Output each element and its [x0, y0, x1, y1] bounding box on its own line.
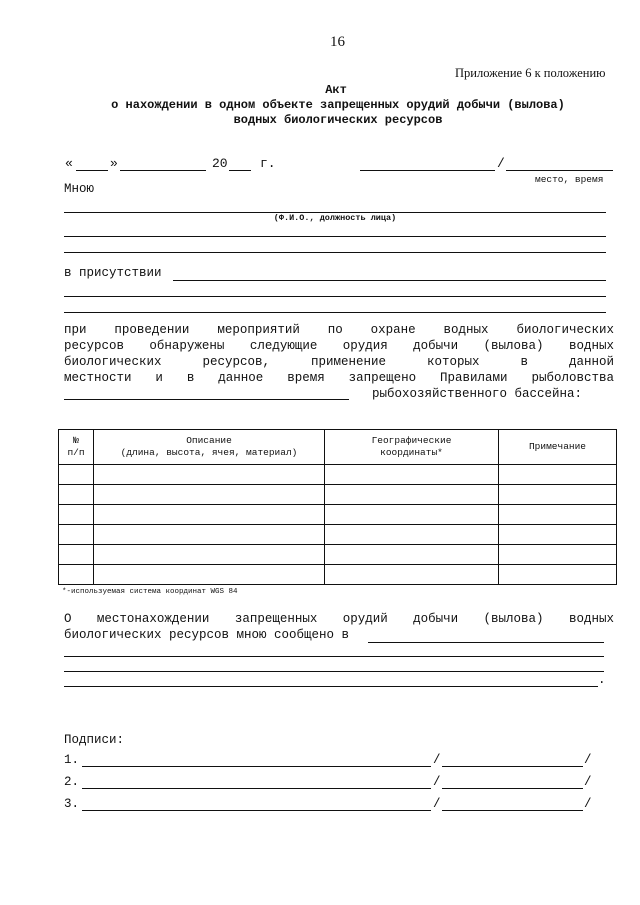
table-footnote: *-используемая система координат WGS 84 — [62, 588, 238, 596]
word: ресурсов, — [202, 355, 271, 369]
word: запрещено — [348, 371, 417, 385]
table-header-row — [59, 430, 617, 465]
word: местонахождении — [96, 612, 210, 626]
presence-line-2[interactable] — [64, 296, 606, 297]
body-line-2 — [64, 339, 614, 353]
reported-end-dot: . — [598, 673, 606, 687]
day-field[interactable] — [76, 170, 108, 171]
body-line-3 — [64, 355, 614, 369]
year-suffix: г. — [260, 156, 276, 171]
act-title: Акт — [325, 83, 347, 97]
word: данное — [218, 371, 264, 385]
date-open-quote: « — [65, 156, 73, 171]
signature-name-field[interactable] — [82, 766, 431, 767]
presence-field[interactable] — [173, 280, 606, 281]
word: водных — [568, 612, 614, 626]
by-me-label: Мною — [64, 182, 95, 196]
act-subtitle-line-1: о нахождении в одном объекте запрещенных орудий добычи (вылова) — [111, 98, 565, 112]
word: биологических — [64, 355, 162, 369]
word: местности — [64, 371, 132, 385]
word: охране — [370, 323, 416, 337]
table-row — [59, 465, 617, 485]
header-note: Примечание — [499, 430, 617, 465]
table-row — [59, 505, 617, 525]
signature-sign-field[interactable] — [442, 766, 583, 767]
header-number: № п/п — [59, 430, 94, 465]
word: орудий — [342, 612, 388, 626]
word: ресурсов — [64, 339, 125, 353]
table-row — [59, 485, 617, 505]
word: добычи — [413, 612, 459, 626]
table-row — [59, 545, 617, 565]
month-field[interactable] — [120, 170, 206, 171]
signatures-label: Подписи: — [64, 733, 125, 747]
word: мероприятий — [217, 323, 300, 337]
word: которых — [426, 355, 480, 369]
word: в — [186, 371, 195, 385]
signature-index: 2. — [64, 775, 80, 789]
word: время — [287, 371, 325, 385]
signature-slash: / — [433, 753, 441, 767]
word: (вылова) — [483, 612, 544, 626]
header-coordinates: Географические координаты* — [325, 430, 499, 465]
body-line-5-end: рыбохозяйственного бассейна: — [372, 387, 583, 401]
signature-slash: / — [433, 775, 441, 789]
signature-slash-end: / — [584, 753, 592, 767]
word: следующие — [249, 339, 318, 353]
reported-line-3[interactable] — [64, 671, 604, 672]
word: данной — [568, 355, 614, 369]
act-subtitle-line-2: водных биологических ресурсов — [233, 113, 443, 127]
signature-slash-end: / — [584, 775, 592, 789]
table-row — [59, 565, 617, 585]
inspector-line-2[interactable] — [64, 236, 606, 237]
appendix-reference: Приложение 6 к положению — [455, 66, 606, 80]
reported-line-2[interactable] — [64, 656, 604, 657]
word: орудия — [342, 339, 388, 353]
year-prefix: 20 — [212, 156, 228, 171]
signature-name-field[interactable] — [82, 810, 431, 811]
page-number: 16 — [330, 34, 345, 50]
reported-to-field[interactable] — [368, 642, 604, 643]
signature-index: 3. — [64, 797, 80, 811]
location-line-2: биологических ресурсов мною сообщено в — [64, 628, 350, 642]
time-field[interactable] — [506, 170, 613, 171]
word: водных — [443, 323, 489, 337]
body-line-4 — [64, 371, 614, 385]
date-close-quote: » — [110, 156, 118, 171]
inspector-line-3[interactable] — [64, 252, 606, 253]
presence-line-3[interactable] — [64, 312, 606, 313]
word: в — [520, 355, 528, 369]
body-line-1 — [64, 323, 614, 337]
place-time-slash: / — [497, 156, 505, 171]
fio-caption: (Ф.И.О., должность лица) — [273, 213, 397, 223]
year-field[interactable] — [229, 170, 251, 171]
in-presence-label: в присутствии — [64, 266, 162, 280]
place-field[interactable] — [360, 170, 495, 171]
word: по — [327, 323, 343, 337]
signature-sign-field[interactable] — [442, 810, 583, 811]
word: (вылова) — [483, 339, 544, 353]
word: применение — [310, 355, 386, 369]
signature-slash-end: / — [584, 797, 592, 811]
header-description: Описание (длина, высота, ячея, материал) — [94, 430, 325, 465]
word: О — [64, 612, 72, 626]
word: обнаружены — [149, 339, 225, 353]
place-time-caption: место, время — [535, 174, 604, 185]
word: и — [155, 371, 163, 385]
word: запрещенных — [234, 612, 318, 626]
basin-name-field[interactable] — [64, 399, 349, 400]
word: водных — [568, 339, 614, 353]
word: проведении — [114, 323, 190, 337]
word: при — [64, 323, 87, 337]
signature-index: 1. — [64, 753, 80, 767]
word: добычи — [413, 339, 459, 353]
word: Правилами — [440, 371, 508, 385]
reported-line-4[interactable] — [64, 686, 598, 687]
word: рыболовства — [531, 371, 614, 385]
table-row — [59, 525, 617, 545]
signature-slash: / — [433, 797, 441, 811]
signature-name-field[interactable] — [82, 788, 431, 789]
location-line-1 — [64, 612, 614, 626]
word: биологических — [516, 323, 614, 337]
gear-table — [58, 429, 617, 585]
signature-sign-field[interactable] — [442, 788, 583, 789]
